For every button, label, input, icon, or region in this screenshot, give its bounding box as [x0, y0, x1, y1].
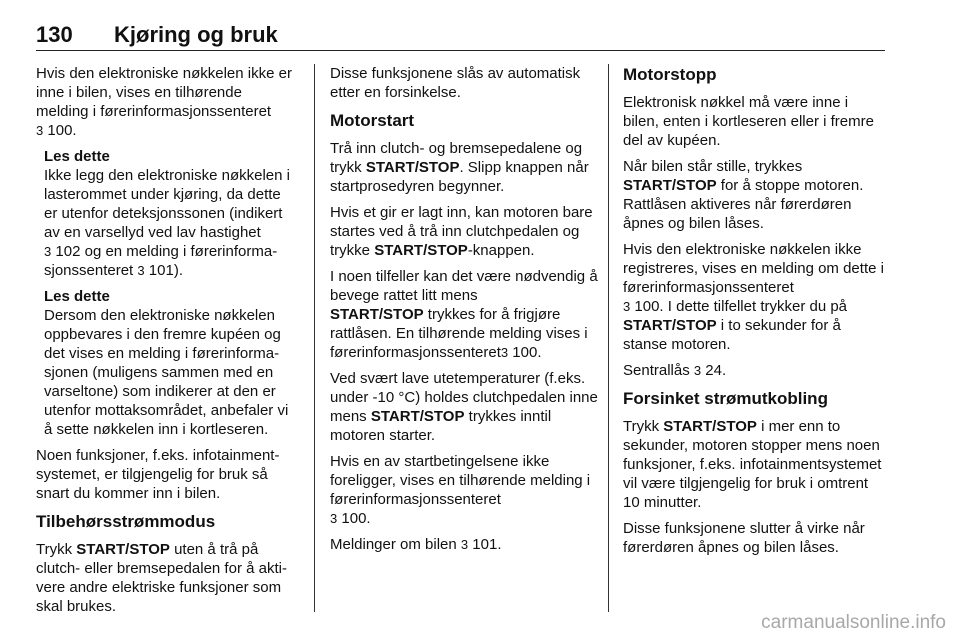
page-ref: 100. — [508, 344, 542, 361]
section-heading: Motorstopp — [623, 65, 717, 84]
page-ref: 24. — [701, 362, 727, 379]
paragraph: Meldinger om bilen 3 101. — [330, 536, 502, 553]
paragraph: Hvis den elektroniske nøkkelen ikke er inne i bilen, vises en tilhørende melding i førerinformasjonssenteret 3 100. — [36, 65, 292, 139]
watermark: carmanualsonline.info — [761, 612, 946, 633]
paragraph: Trå inn clutch- og bremsepedalene og trykk START/STOP. Slipp knappen når startprosedyren begynner. — [330, 140, 589, 195]
column-divider-2 — [608, 64, 609, 612]
button-name: START/STOP — [623, 177, 717, 194]
note-box: Les dette Ikke legg den elektroniske nøkkelen i lasterommet under kjøring, da dette er utenfor deteksjonssonen (indikert av en varsellyd ved lav hastighet 3 102 og en melding i førerinformasjonssenteret 3 101). — [44, 147, 298, 280]
paragraph: Sentrallås 3 24. — [623, 362, 727, 379]
paragraph: Når bilen står stille, trykkes START/STOP for å stoppe motoren. Rattlåsen aktiveres når førerdøren åpnes og bilen låses. — [623, 158, 864, 232]
button-name: START/STOP — [330, 306, 424, 323]
page-title: Kjøring og bruk — [114, 22, 278, 47]
note-title: Les dette — [44, 288, 110, 305]
page-number: 130 — [36, 22, 73, 47]
column-3 — [623, 64, 887, 564]
paragraph: Trykk START/STOP i mer enn to sekunder, motoren stopper mens noen funksjoner, f.eks. infotainmentsystemet vil være tilgjengelig for bruk i omtrent 10 minutter. — [623, 418, 882, 511]
note-box: Les dette Dersom den elektroniske nøkkelen oppbevares i den fremre kupéen og det vises en melding i førerinformasjonen (muligens sammen med en varseltone) som indikerer at den er utenfor mottaksområdet, anbefaler vi å sette nøkkelen inn i kortleseren. — [44, 287, 298, 439]
paragraph: Disse funksjonene slutter å virke når førerdøren åpnes og bilen låses. — [623, 520, 865, 556]
page-ref: 102 og en melding i førerinformasjonssenteret — [44, 243, 278, 279]
paragraph: Elektronisk nøkkel må være inne i bilen, enten i kortleseren eller i fremre del av kupéen. — [623, 94, 874, 149]
paragraph: Hvis den elektroniske nøkkelen ikke registreres, vises en melding om dette i førerinformasjonssenteret 3 100. I dette tilfellet trykker du på START/STOP i to sekunder for å stanse motoren. — [623, 241, 884, 353]
paragraph: Trykk START/STOP uten å trå på clutch- eller bremsepedalen for å aktivere andre elektriske funksjoner som skal brukes. — [36, 541, 287, 615]
section-heading: Motorstart — [330, 111, 415, 130]
button-name: START/STOP — [663, 418, 757, 435]
section-heading: Tilbehørsstrømmodus — [36, 512, 216, 531]
page-ref: 101). — [144, 262, 183, 279]
page-ref-arrow-icon: 3 — [330, 511, 338, 526]
page-ref: 100. I dette tilfellet trykker du på — [630, 298, 848, 315]
paragraph: I noen tilfeller kan det være nødvendig å bevege rattet litt mens START/STOP trykkes for å frigjøre rattlåsen. En tilhørende melding vises i førerinformasjonssenteret3 100. — [330, 268, 598, 361]
button-name: START/STOP — [365, 159, 460, 176]
page-ref-arrow-icon: 3 — [693, 363, 702, 378]
button-name: START/STOP — [374, 242, 468, 259]
page-header — [36, 22, 884, 50]
paragraph: Ved svært lave utetemperaturer (f.eks. under -10 °C) holdes clutchpedalen inne mens START/STOP trykkes inntil motoren starter. — [330, 370, 598, 444]
column-divider-1 — [314, 64, 315, 612]
page-ref-arrow-icon: 3 — [623, 299, 631, 314]
page-ref: 100. — [337, 510, 371, 527]
button-name: START/STOP — [370, 408, 465, 425]
header-rule — [36, 50, 885, 51]
column-2 — [330, 64, 598, 561]
paragraph: Hvis en av startbetingelsene ikke foreligger, vises en tilhørende melding i førerinformasjonssenteret 3 100. — [330, 453, 591, 527]
page-ref-arrow-icon: 3 — [36, 123, 44, 138]
note-title: Les dette — [44, 148, 110, 165]
column-1 — [36, 64, 298, 623]
button-name: START/STOP — [76, 541, 170, 558]
button-name: START/STOP — [623, 317, 717, 334]
paragraph: Disse funksjonene slås av automatisk etter en forsinkelse. — [330, 65, 581, 101]
page-ref: 101. — [468, 536, 502, 553]
page-ref-arrow-icon: 3 — [137, 263, 145, 278]
page-ref-arrow-icon: 3 — [44, 244, 52, 259]
section-heading: Forsinket strømutkobling — [623, 389, 828, 408]
paragraph: Noen funksjoner, f.eks. infotainmentsystemet, er tilgjengelig for bruk så snart du kommer inn i bilen. — [36, 447, 280, 502]
page-ref-arrow-icon: 3 — [460, 537, 469, 552]
paragraph: Hvis et gir er lagt inn, kan motoren bare startes ved å trå inn clutchpedalen og trykke START/STOP-knappen. — [330, 204, 593, 259]
page-ref: 100. — [43, 122, 77, 139]
page-ref-arrow-icon: 3 — [500, 345, 509, 360]
